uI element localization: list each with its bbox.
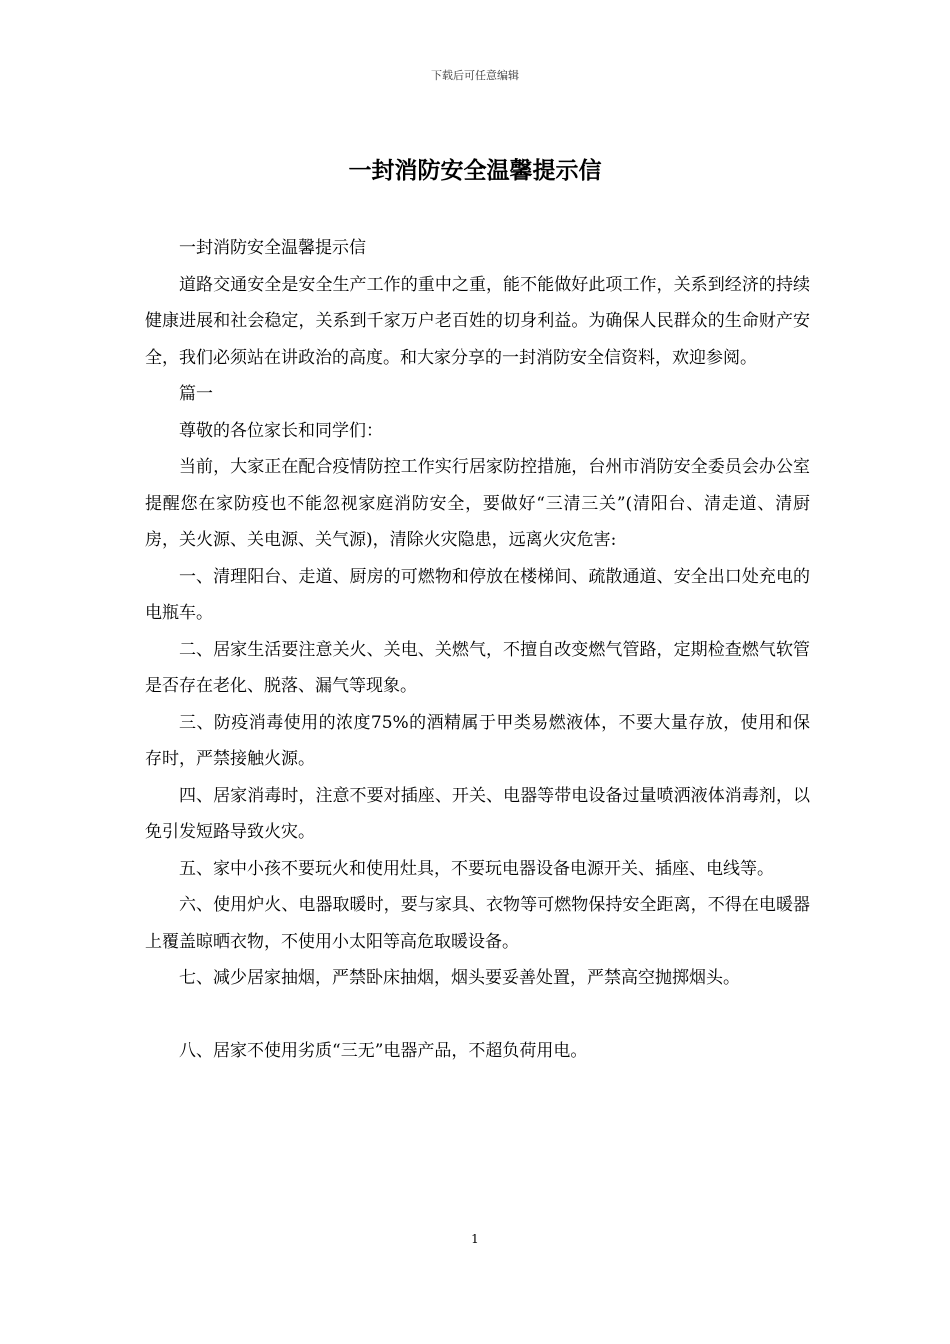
list-item-2: 二、居家生活要注意关火、关电、关燃气，不擅自改变燃气管路，定期检查燃气软管是否存在老化、脱落、漏气等现象。 — [145, 639, 810, 696]
list-item-8: 八、居家不使用劣质“三无”电器产品，不超负荷用电。 — [179, 1040, 588, 1061]
document-title: 一封消防安全温馨提示信 — [348, 158, 602, 184]
intro-paragraph: 道路交通安全是安全生产工作的重中之重，能不能做好此项工作，关系到经济的持续健康进展和社会稳定，关系到千家万户老百姓的切身利益。为确保人民群众的生命财产安全，我们必须站在讲政治的高度。和大家分享的一封消防安全信资料，欢迎参阅。 — [145, 274, 810, 368]
section-heading: 篇一 — [179, 384, 213, 404]
list-item-5: 五、家中小孩不要玩火和使用灶具，不要玩电器设备电源开关、插座、电线等。 — [179, 858, 774, 879]
list-item-3: 三、防疫消毒使用的浓度75%的酒精属于甲类易燃液体，不要大量存放，使用和保存时，严禁接触火源。 — [145, 712, 810, 769]
page-number: 1 — [471, 1232, 479, 1246]
salutation: 尊敬的各位家长和同学们： — [179, 420, 383, 441]
document-body — [145, 230, 810, 1069]
header-note: 下载后可任意编辑 — [431, 69, 519, 82]
list-item-7: 七、减少居家抽烟，严禁卧床抽烟，烟头要妥善处置，严禁高空抛掷烟头。 — [179, 968, 740, 988]
list-item-1: 一、清理阳台、走道、厨房的可燃物和停放在楼梯间、疏散通道、安全出口处充电的电瓶车。 — [145, 566, 810, 623]
body-paragraph: 当前，大家正在配合疫情防控工作实行居家防控措施，台州市消防安全委员会办公室提醒您在家防疫也不能忽视家庭消防安全，要做好“三清三关”(清阳台、清走道、清厨房，关火源、关电源、关气源)，清除火灾隐患，远离火灾危害: — [145, 457, 810, 550]
subtitle-paragraph: 一封消防安全温馨提示信 — [179, 238, 366, 258]
list-item-4: 四、居家消毒时，注意不要对插座、开关、电器等带电设备过量喷洒液体消毒剂，以免引发短路导致火灾。 — [145, 785, 810, 842]
list-item-6: 六、使用炉火、电器取暖时，要与家具、衣物等可燃物保持安全距离，不得在电暖器上覆盖晾晒衣物，不使用小太阳等高危取暖设备。 — [145, 895, 810, 952]
